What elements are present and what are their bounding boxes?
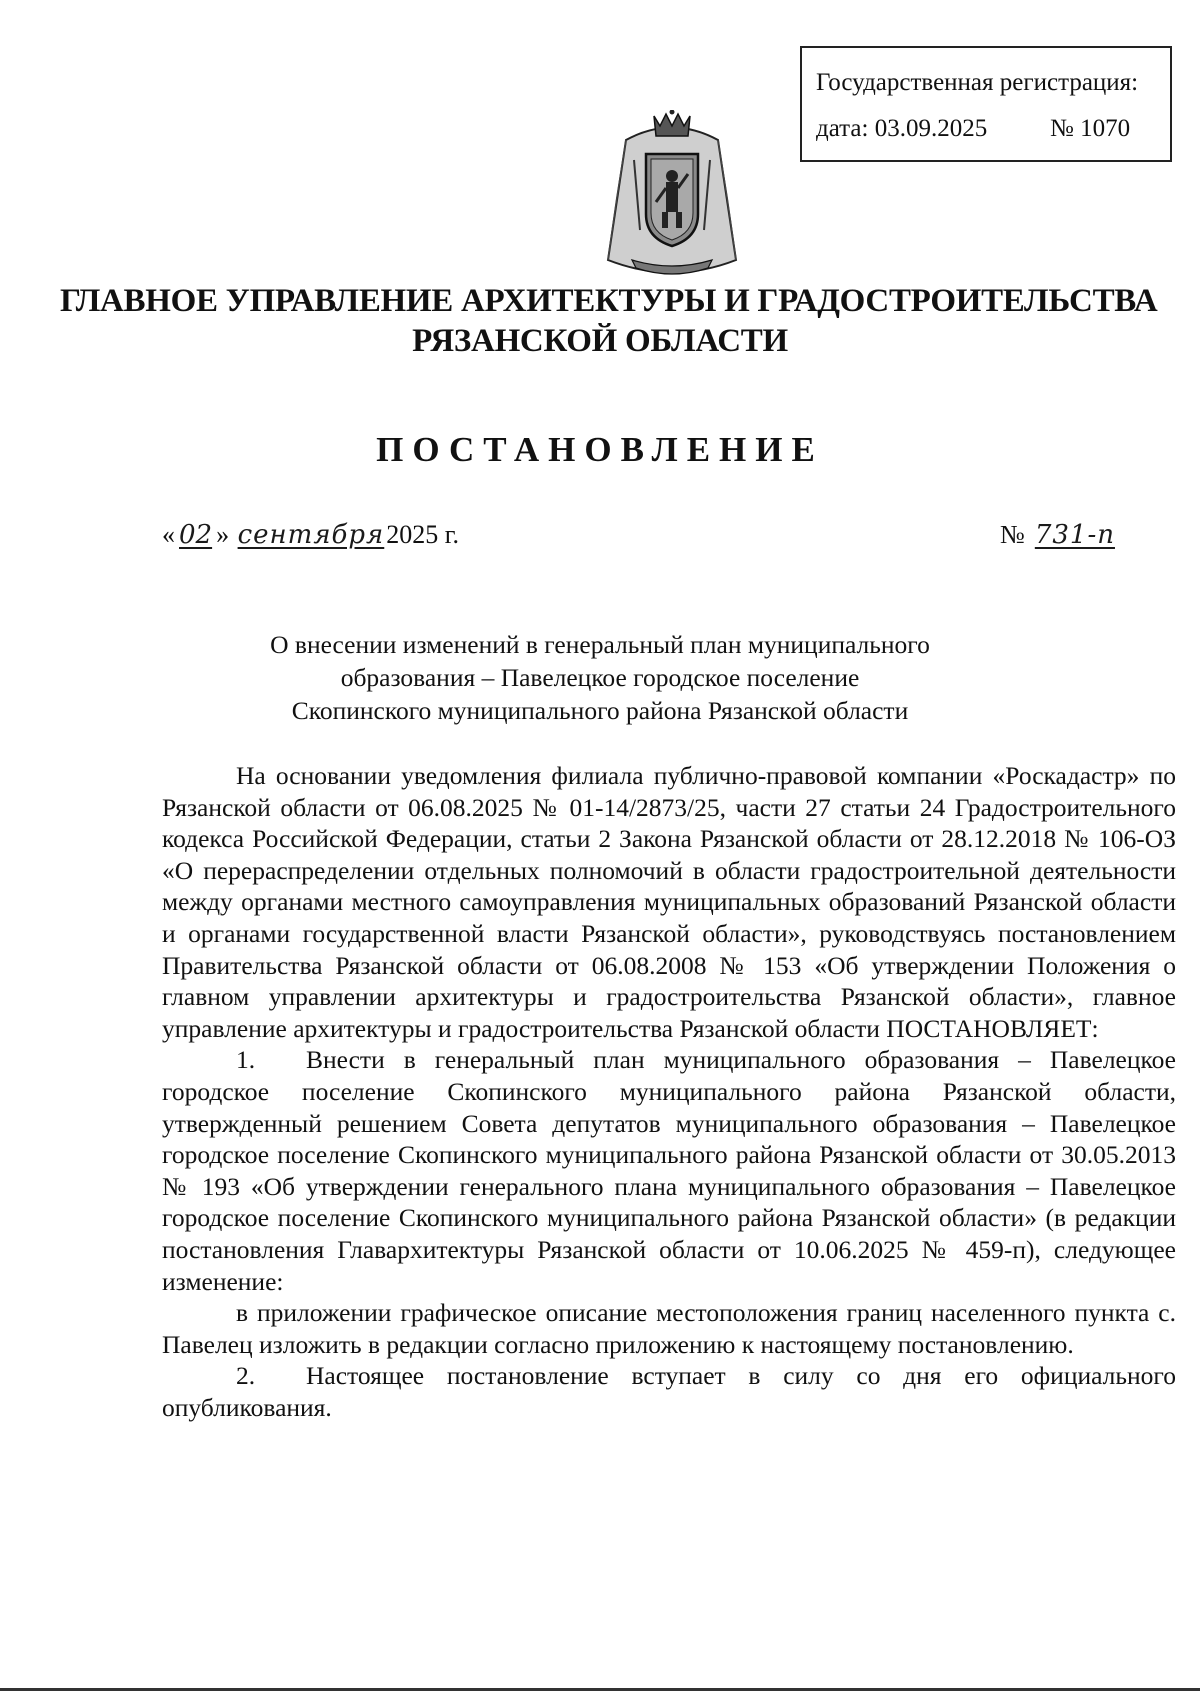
document-type: ПОСТАНОВЛЕНИЕ [376,430,824,469]
registration-date: дата: 03.09.2025 [816,115,988,142]
date-open-quote: « [162,520,175,549]
item-1-paragraph [162,1044,1176,1297]
item-1-subparagraph: в приложении графическое описание местоположения границ населенного пункта с. Павелец изложить в редакции согласно приложению к настоящему постановлению. [162,1298,1176,1359]
document-body [162,760,1176,1423]
registration-title: Государственная регистрация: [816,69,1139,96]
subject-line1: О внесении изменений в генеральный план муниципального [270,630,930,659]
subject-line3: Скопинского муниципального района Рязанской области [291,696,909,725]
registration-stamp [800,46,1172,162]
item-1-number: 1. [236,1045,256,1075]
item-1-text: Внести в генеральный план муниципального образования – Павелецкое городское поселение Скопинского муниципального района Рязанской области, утвержденный решением Совета депутатов муниципального образования – Павелецкое городское поселение Скопинского муниципального района Рязанской области от 30.05.2013 № 193 «Об утверждении генерального плана муниципального образования – Павелецкое городское поселение Скопинского муниципального района Рязанской области» (в редакции постановления Главархитектуры Рязанской области от 10.06.2025 № 459-п), следующее изменение: [162,1045,1176,1296]
number-handwritten: 731-п [1034,520,1115,550]
page-bottom-rule [0,1688,1200,1691]
date-month-handwritten: сентября [237,520,385,550]
subject-line2: образования – Павелецкое городское поселение [340,663,860,692]
document-date [162,520,459,550]
document-subject [200,628,1000,727]
number-label: № [1000,520,1025,549]
preamble-paragraph: На основании уведомления филиала публично-правовой компании «Роскадастр» по Рязанской области от 06.08.2025 № 01-14/2873/25, части 27 статьи 24 Градостроительного кодекса Российской Федерации, статьи 2 Закона Рязанской области от 28.12.2018 № 106-ОЗ «О перераспределении отдельных полномочий в области градостроительной деятельности между органами местного самоуправления муниципальных образований Рязанской области и органами государственной власти Рязанской области», руководствуясь постановлением Правительства Рязанской области от 06.08.2008 № 153 «Об утверждении Положения о главном управлении архитектуры и градостроительства Рязанской области», главное управление архитектуры и градостроительства Рязанской области ПОСТАНОВЛЯЕТ: [162,761,1176,1043]
date-close-quote: » [216,520,230,549]
document-number [1000,520,1121,550]
item-2-text: Настоящее постановление вступает в силу со дня его официального опубликования. [162,1361,1176,1422]
date-day-handwritten: 02 [179,520,213,550]
registration-number: № 1070 [1050,115,1131,142]
coat-of-arms-icon [596,110,748,280]
organization-name-line2: РЯЗАНСКОЙ ОБЛАСТИ [412,323,788,359]
organization-name-line1: ГЛАВНОЕ УПРАВЛЕНИЕ АРХИТЕКТУРЫ И ГРАДОСТРОИТЕЛЬСТВА [60,283,1158,319]
date-year: 2025 г. [386,520,459,549]
item-2-paragraph [162,1360,1176,1423]
item-2-number: 2. [236,1361,256,1391]
